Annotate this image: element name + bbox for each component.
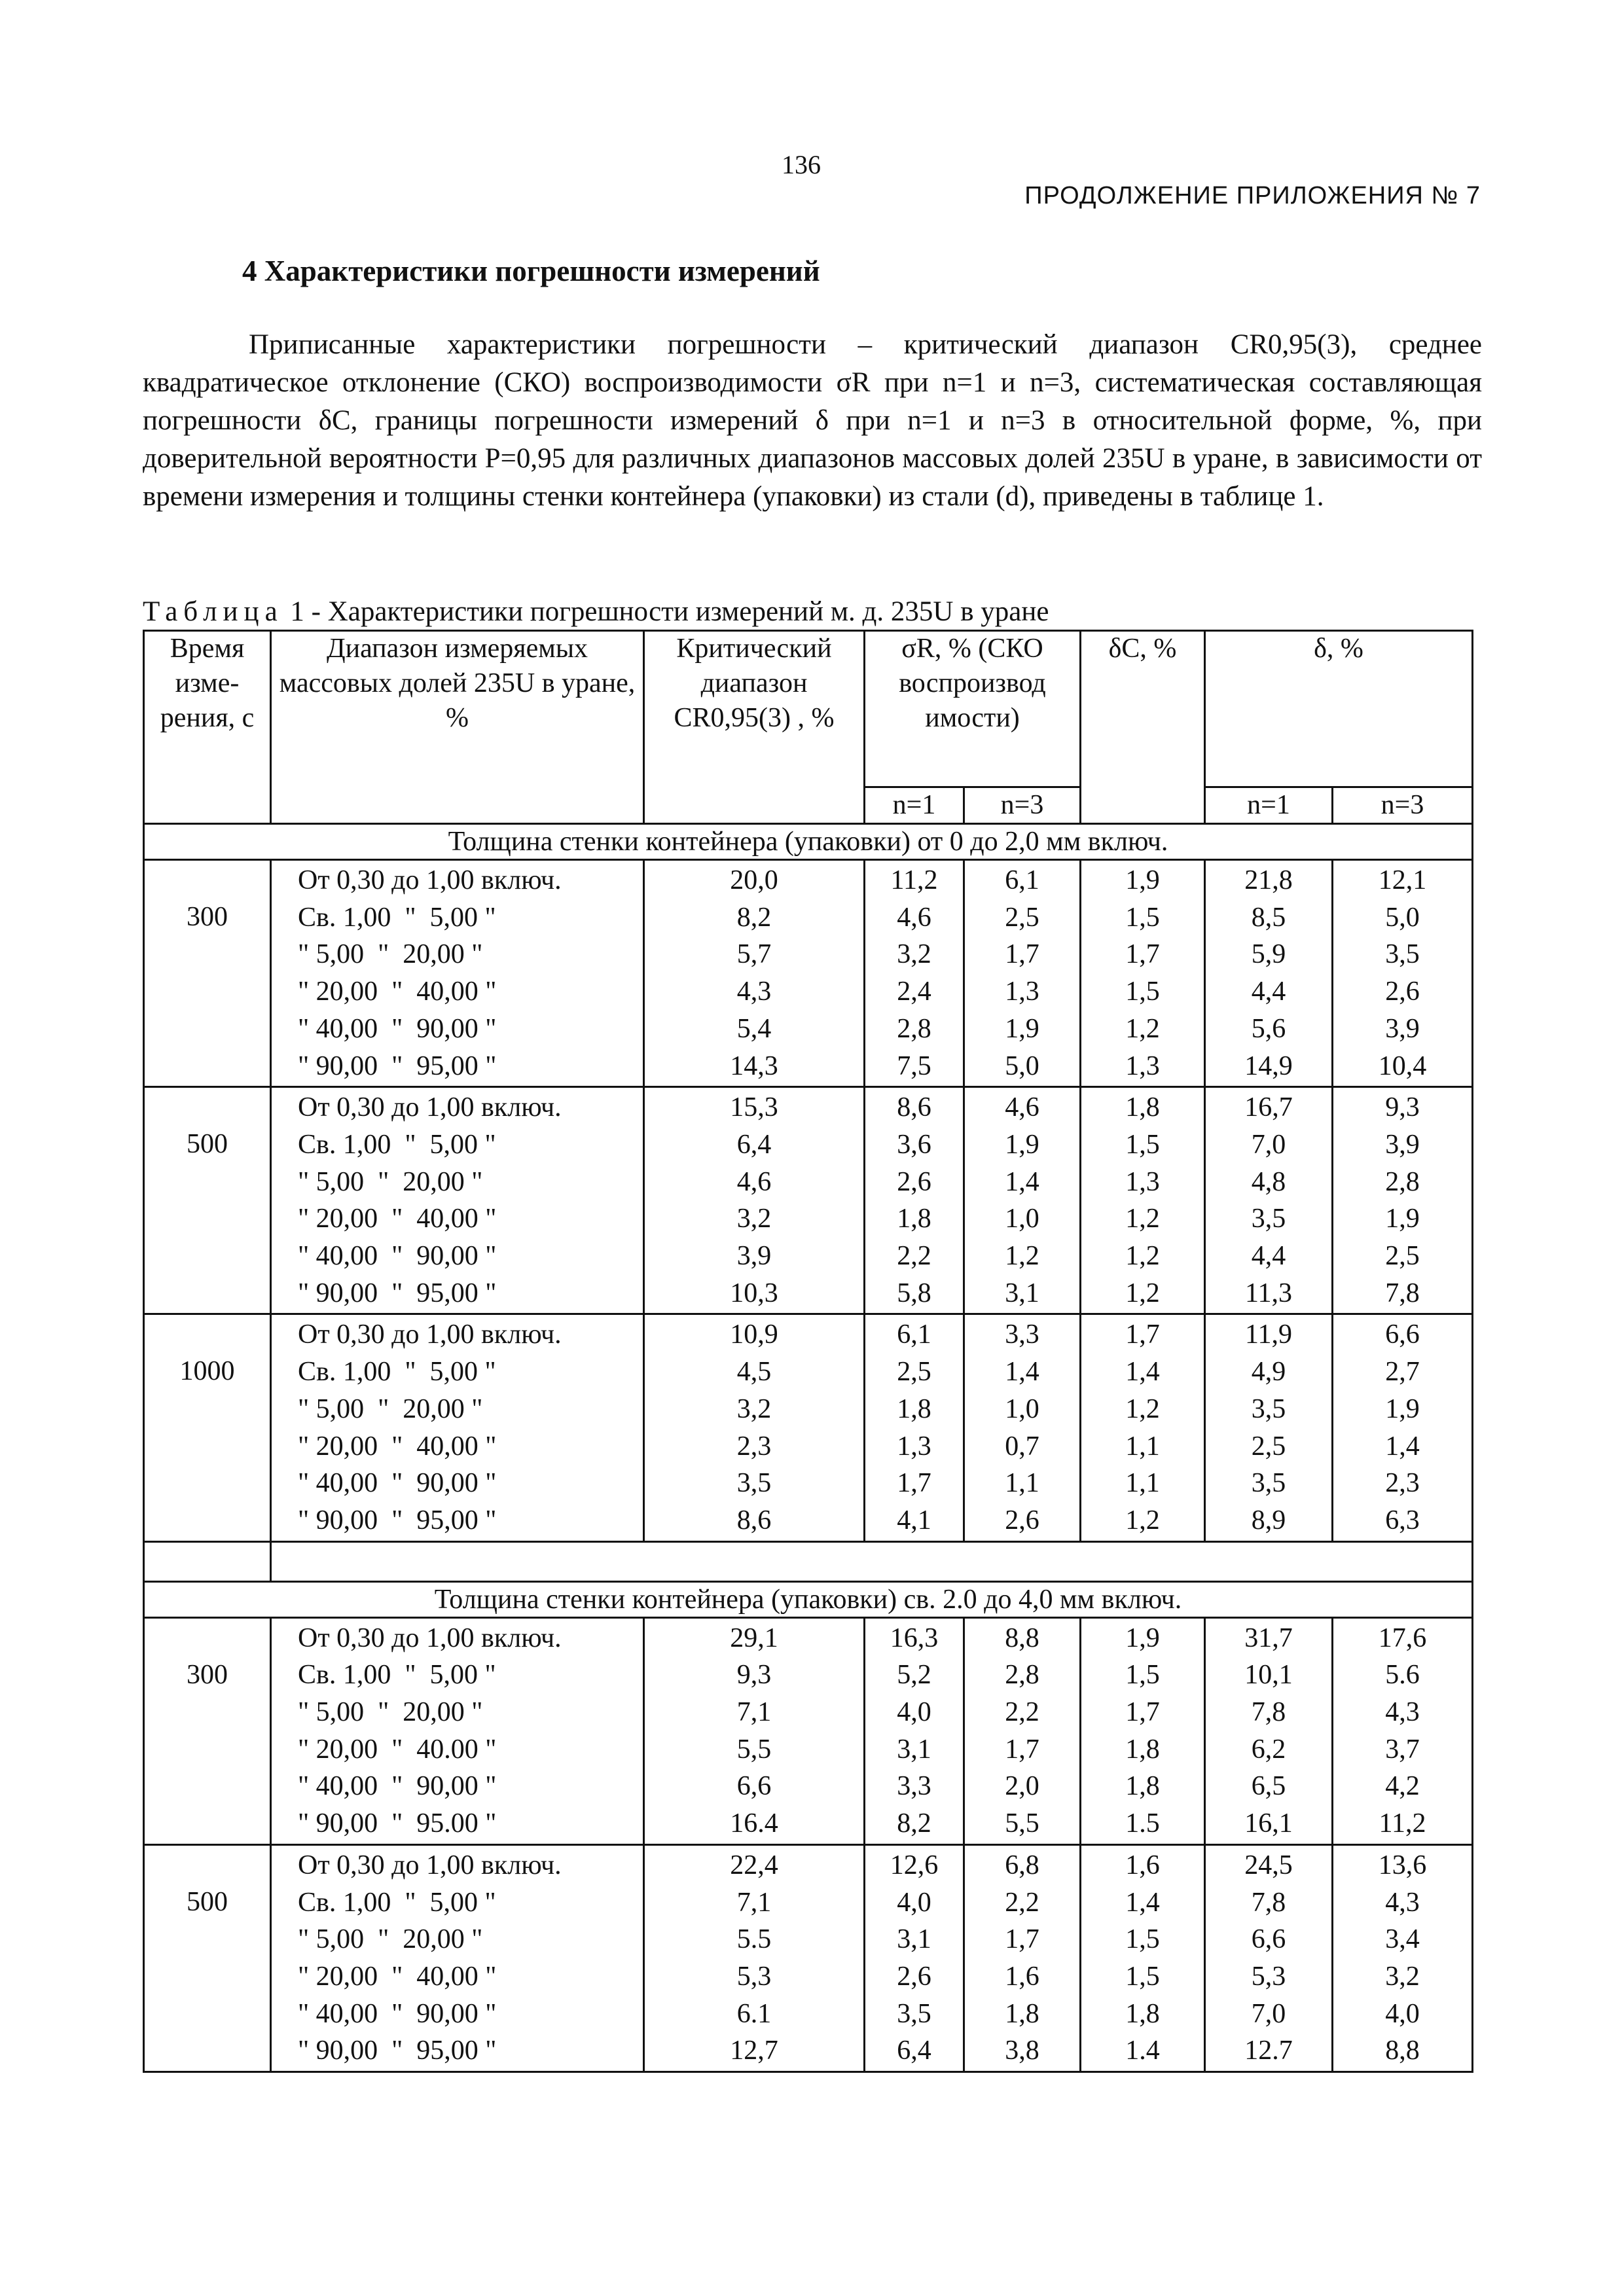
delta-n3-value: 11,2 bbox=[1379, 1808, 1426, 1839]
sigma-n3-value: 5,5 bbox=[1005, 1808, 1039, 1839]
time-cell: 500 bbox=[144, 1844, 271, 2072]
delta-n3-value: 17,6 bbox=[1378, 1623, 1427, 1653]
critical-value: 29,1 bbox=[730, 1623, 778, 1653]
critical-value: 15,3 bbox=[730, 1092, 778, 1123]
critical-value: 9,3 bbox=[736, 1660, 772, 1691]
sigma-n1-value: 2,5 bbox=[897, 1357, 931, 1388]
delta-n1-value: 21,8 bbox=[1244, 865, 1293, 895]
delta-c-cell bbox=[1081, 1087, 1205, 1314]
spacer-cell bbox=[144, 1541, 271, 1581]
critical-value: 3,5 bbox=[736, 1468, 772, 1499]
sigma-n3-value: 1,3 bbox=[1005, 977, 1039, 1007]
sigma-n3-value: 1,7 bbox=[1005, 1924, 1039, 1955]
delta-n3-value: 2,7 bbox=[1385, 1357, 1420, 1388]
sigma-n1-value: 2,6 bbox=[897, 1961, 931, 1992]
header-range: Диапазон измеряемых массовых долей 235U в уране, % bbox=[271, 631, 644, 824]
sigma-n3-value: 4,6 bbox=[1005, 1092, 1039, 1123]
sigma-n3-cell bbox=[964, 1314, 1081, 1541]
range-value: Св. 1,00 " 5,00 " bbox=[298, 1129, 496, 1160]
range-value: От 0,30 до 1,00 включ. bbox=[298, 1850, 562, 1880]
critical-value: 5,7 bbox=[736, 939, 772, 970]
sigma-n1-value: 7,5 bbox=[897, 1050, 931, 1081]
sigma-n3-value: 2,6 bbox=[1005, 1505, 1039, 1535]
range-value: " 90,00 " 95.00 " bbox=[298, 1808, 497, 1839]
range-value: От 0,30 до 1,00 включ. bbox=[298, 865, 562, 895]
delta-n3-value: 1,9 bbox=[1385, 1204, 1420, 1234]
critical-value: 6,4 bbox=[736, 1129, 772, 1160]
critical-value: 3,2 bbox=[736, 1393, 772, 1424]
range-value: От 0,30 до 1,00 включ. bbox=[298, 1319, 562, 1350]
sigma-n1-cell bbox=[865, 860, 964, 1087]
sigma-n1-value: 3,2 bbox=[897, 939, 931, 970]
table-row-group bbox=[144, 1087, 1473, 1314]
section-heading: 4 Характеристики погрешности измерений bbox=[242, 255, 820, 287]
sigma-n1-value: 3,3 bbox=[897, 1771, 931, 1802]
delta-n1-value: 31,7 bbox=[1244, 1623, 1293, 1653]
delta-c-value: 1,9 bbox=[1125, 865, 1160, 895]
delta-c-value: 1,8 bbox=[1125, 1734, 1160, 1765]
delta-n3-value: 10,4 bbox=[1378, 1050, 1427, 1081]
table-row-group bbox=[144, 1617, 1473, 1844]
sigma-n1-value: 4,1 bbox=[897, 1505, 931, 1535]
delta-n1-value: 10,1 bbox=[1244, 1660, 1293, 1691]
delta-n1-value: 4,4 bbox=[1251, 977, 1286, 1007]
delta-c-value: 1,2 bbox=[1125, 1204, 1160, 1234]
time-cell: 500 bbox=[144, 1087, 271, 1314]
delta-n1-cell bbox=[1205, 860, 1333, 1087]
range-value: Св. 1,00 " 5,00 " bbox=[298, 1357, 496, 1388]
range-value: " 40,00 " 90,00 " bbox=[298, 1771, 497, 1802]
range-value: Св. 1,00 " 5,00 " bbox=[298, 1887, 496, 1918]
delta-n3-value: 3,5 bbox=[1385, 939, 1420, 970]
delta-n3-value: 9,3 bbox=[1385, 1092, 1420, 1123]
sigma-n3-value: 6,1 bbox=[1005, 865, 1039, 895]
spacer-cell bbox=[271, 1541, 1473, 1581]
delta-n3-cell bbox=[1333, 1617, 1473, 1844]
table-caption bbox=[143, 596, 1049, 628]
delta-n1-value: 4,4 bbox=[1251, 1241, 1286, 1272]
delta-n1-value: 7,8 bbox=[1251, 1697, 1286, 1728]
range-value: " 5,00 " 20,00 " bbox=[298, 1924, 483, 1955]
critical-value: 10,9 bbox=[730, 1319, 778, 1350]
delta-n3-value: 3,4 bbox=[1385, 1924, 1420, 1955]
sigma-n1-value: 8,2 bbox=[897, 1808, 931, 1839]
critical-value: 6.1 bbox=[736, 1998, 772, 2029]
sigma-n3-value: 3,3 bbox=[1005, 1319, 1039, 1350]
sigma-n1-value: 2,8 bbox=[897, 1013, 931, 1044]
sigma-n1-value: 16,3 bbox=[890, 1623, 939, 1653]
range-value: " 40,00 " 90,00 " bbox=[298, 1468, 497, 1499]
range-value: " 5,00 " 20,00 " bbox=[298, 1393, 483, 1424]
delta-c-cell bbox=[1081, 860, 1205, 1087]
sigma-n3-cell bbox=[964, 1844, 1081, 2072]
sigma-n3-value: 1,9 bbox=[1005, 1129, 1039, 1160]
delta-n1-value: 16,7 bbox=[1244, 1092, 1293, 1123]
range-value: " 90,00 " 95,00 " bbox=[298, 1050, 497, 1081]
delta-n1-value: 11,3 bbox=[1245, 1278, 1292, 1308]
critical-value: 6,6 bbox=[736, 1771, 772, 1802]
delta-n3-value: 4,3 bbox=[1385, 1887, 1420, 1918]
delta-n1-cell bbox=[1205, 1087, 1333, 1314]
delta-c-value: 1,2 bbox=[1125, 1013, 1160, 1044]
range-value: Св. 1,00 " 5,00 " bbox=[298, 1660, 496, 1691]
table-caption-label: Таблица bbox=[143, 596, 283, 627]
range-value: " 20,00 " 40,00 " bbox=[298, 977, 497, 1007]
critical-cell bbox=[644, 1087, 865, 1314]
sigma-n3-value: 5,0 bbox=[1005, 1050, 1039, 1081]
critical-value: 16.4 bbox=[730, 1808, 778, 1839]
delta-c-value: 1,7 bbox=[1125, 1697, 1160, 1728]
range-value: " 90,00 " 95,00 " bbox=[298, 2036, 497, 2066]
delta-c-value: 1,5 bbox=[1125, 902, 1160, 933]
range-value: " 40,00 " 90,00 " bbox=[298, 1998, 497, 2029]
section-title-row bbox=[144, 1581, 1473, 1617]
sigma-n3-value: 1,7 bbox=[1005, 1734, 1039, 1765]
sigma-n3-value: 2,2 bbox=[1005, 1887, 1039, 1918]
sigma-n3-cell bbox=[964, 860, 1081, 1087]
delta-n1-value: 16,1 bbox=[1244, 1808, 1293, 1839]
range-value: Св. 1,00 " 5,00 " bbox=[298, 902, 496, 933]
delta-n1-value: 3,5 bbox=[1251, 1468, 1286, 1499]
delta-c-value: 1,8 bbox=[1125, 1092, 1160, 1123]
table-caption-text: 1 - Характеристики погрешности измерений м. д. 235U в уране bbox=[283, 596, 1049, 627]
sigma-n3-value: 1,4 bbox=[1005, 1357, 1039, 1388]
critical-value: 10,3 bbox=[730, 1278, 778, 1308]
delta-n1-value: 4,9 bbox=[1251, 1357, 1286, 1388]
sigma-n1-value: 1,8 bbox=[897, 1393, 931, 1424]
appendix-title: ПРОДОЛЖЕНИЕ ПРИЛОЖЕНИЯ № 7 bbox=[1024, 182, 1481, 209]
delta-n1-value: 5,3 bbox=[1251, 1961, 1286, 1992]
delta-n3-value: 4,0 bbox=[1385, 1998, 1420, 2029]
range-value: " 90,00 " 95,00 " bbox=[298, 1505, 497, 1535]
delta-c-value: 1,2 bbox=[1125, 1241, 1160, 1272]
critical-value: 5,3 bbox=[736, 1961, 772, 1992]
sigma-n1-value: 4,0 bbox=[897, 1887, 931, 1918]
table-row-group bbox=[144, 1844, 1473, 2072]
delta-n3-value: 3,2 bbox=[1385, 1961, 1420, 1992]
delta-n3-cell bbox=[1333, 860, 1473, 1087]
header-sigma-n3: n=3 bbox=[964, 787, 1081, 824]
sigma-n3-value: 6,8 bbox=[1005, 1850, 1039, 1880]
delta-n3-value: 2,8 bbox=[1385, 1166, 1420, 1197]
range-value: От 0,30 до 1,00 включ. bbox=[298, 1623, 562, 1653]
delta-n1-value: 24,5 bbox=[1244, 1850, 1293, 1880]
delta-n3-value: 3,7 bbox=[1385, 1734, 1420, 1765]
range-value: От 0,30 до 1,00 включ. bbox=[298, 1092, 562, 1123]
delta-c-value: 1,4 bbox=[1125, 1887, 1160, 1918]
delta-n1-value: 7,8 bbox=[1251, 1887, 1286, 1918]
delta-n3-cell bbox=[1333, 1314, 1473, 1541]
delta-n3-value: 13,6 bbox=[1378, 1850, 1427, 1880]
delta-n3-cell bbox=[1333, 1087, 1473, 1314]
intro-paragraph bbox=[143, 326, 1482, 516]
sigma-n1-cell bbox=[865, 1844, 964, 2072]
delta-c-value: 1,2 bbox=[1125, 1393, 1160, 1424]
delta-n1-value: 2,5 bbox=[1251, 1431, 1286, 1462]
critical-value: 8,6 bbox=[736, 1505, 772, 1535]
error-characteristics-table bbox=[143, 630, 1473, 2073]
delta-n1-value: 7,0 bbox=[1251, 1129, 1286, 1160]
header-delta-c: δC, % bbox=[1081, 631, 1205, 824]
critical-value: 5,4 bbox=[736, 1013, 772, 1044]
delta-n1-value: 4,8 bbox=[1251, 1166, 1286, 1197]
range-value: " 90,00 " 95,00 " bbox=[298, 1278, 497, 1308]
sigma-n1-value: 1,7 bbox=[897, 1468, 931, 1499]
critical-cell bbox=[644, 1844, 865, 2072]
sigma-n3-value: 1,6 bbox=[1005, 1961, 1039, 1992]
sigma-n3-value: 0,7 bbox=[1005, 1431, 1039, 1462]
range-value: " 20,00 " 40,00 " bbox=[298, 1961, 497, 1992]
delta-n1-value: 5,6 bbox=[1251, 1013, 1286, 1044]
sigma-n1-value: 1,3 bbox=[897, 1431, 931, 1462]
header-critical-range: Критический диапазон CR0,95(3) , % bbox=[644, 631, 865, 824]
range-value: " 40,00 " 90,00 " bbox=[298, 1241, 497, 1272]
range-value: " 5,00 " 20,00 " bbox=[298, 939, 483, 970]
delta-n3-value: 4,3 bbox=[1385, 1697, 1420, 1728]
delta-n3-value: 12,1 bbox=[1378, 865, 1427, 895]
delta-n1-value: 8,9 bbox=[1251, 1505, 1286, 1535]
delta-c-value: 1,2 bbox=[1125, 1505, 1160, 1535]
critical-value: 3,9 bbox=[736, 1241, 772, 1272]
delta-c-value: 1,8 bbox=[1125, 1771, 1160, 1802]
time-cell: 300 bbox=[144, 1617, 271, 1844]
critical-value: 4,5 bbox=[736, 1357, 772, 1388]
delta-n1-value: 5,9 bbox=[1251, 939, 1286, 970]
delta-c-value: 1,5 bbox=[1125, 1924, 1160, 1955]
sigma-n1-value: 1,8 bbox=[897, 1204, 931, 1234]
sigma-n3-value: 3,1 bbox=[1005, 1278, 1039, 1308]
sigma-n3-value: 2,0 bbox=[1005, 1771, 1039, 1802]
range-cell bbox=[271, 1087, 644, 1314]
sigma-n1-value: 4,6 bbox=[897, 902, 931, 933]
delta-c-value: 1,5 bbox=[1125, 1129, 1160, 1160]
critical-value: 22,4 bbox=[730, 1850, 778, 1880]
delta-c-value: 1,3 bbox=[1125, 1166, 1160, 1197]
sigma-n3-value: 3,8 bbox=[1005, 2036, 1039, 2066]
critical-value: 5.5 bbox=[736, 1924, 772, 1955]
delta-n3-value: 6,6 bbox=[1385, 1319, 1420, 1350]
sigma-n3-value: 1,1 bbox=[1005, 1468, 1039, 1499]
delta-c-value: 1,2 bbox=[1125, 1278, 1160, 1308]
delta-n3-value: 8,8 bbox=[1385, 2036, 1420, 2066]
delta-c-value: 1.5 bbox=[1125, 1808, 1160, 1839]
delta-c-cell bbox=[1081, 1314, 1205, 1541]
sigma-n1-cell bbox=[865, 1617, 964, 1844]
delta-n3-cell bbox=[1333, 1844, 1473, 2072]
time-cell: 1000 bbox=[144, 1314, 271, 1541]
sigma-n3-value: 2,2 bbox=[1005, 1697, 1039, 1728]
critical-value: 4,6 bbox=[736, 1166, 772, 1197]
critical-value: 5,5 bbox=[736, 1734, 772, 1765]
delta-n1-value: 3,5 bbox=[1251, 1393, 1286, 1424]
sigma-n3-value: 1,9 bbox=[1005, 1013, 1039, 1044]
sigma-n1-value: 12,6 bbox=[890, 1850, 939, 1880]
delta-n3-value: 1,9 bbox=[1385, 1393, 1420, 1424]
section-title: Толщина стенки контейнера (упаковки) от 0 до 2,0 мм включ. bbox=[144, 824, 1473, 860]
delta-n3-value: 7,8 bbox=[1385, 1278, 1420, 1308]
delta-n3-value: 5,0 bbox=[1385, 902, 1420, 933]
sigma-n1-value: 2,2 bbox=[897, 1241, 931, 1272]
range-value: " 5,00 " 20,00 " bbox=[298, 1166, 483, 1197]
sigma-n1-value: 3,6 bbox=[897, 1129, 931, 1160]
sigma-n3-value: 1,8 bbox=[1005, 1998, 1039, 2029]
delta-n1-value: 6,2 bbox=[1251, 1734, 1286, 1765]
delta-c-value: 1,6 bbox=[1125, 1850, 1160, 1880]
sigma-n1-value: 5,8 bbox=[897, 1278, 931, 1308]
intro-text: Приписанные характеристики погрешности – критический диапазон CR0,95(3), среднее квадратическое отклонение (СКО) воспроизводимости σR при n=1 и n=3, систематическая составляющая погрешности δC, границы погрешности измерений δ при n=1 и n=3 в относительной форме, %, при доверительной вероятности P=0,95 для различных диапазонов массовых долей 235U в уране, в зависимости от времени измерения и толщины стенки контейнера (упаковки) из стали (d), приведены в таблице 1. bbox=[143, 329, 1482, 512]
delta-n1-value: 7,0 bbox=[1251, 1998, 1286, 2029]
critical-cell bbox=[644, 1617, 865, 1844]
range-value: " 40,00 " 90,00 " bbox=[298, 1013, 497, 1044]
section-title: Толщина стенки контейнера (упаковки) св. 2.0 до 4,0 мм включ. bbox=[144, 1581, 1473, 1617]
delta-n3-value: 1,4 bbox=[1385, 1431, 1420, 1462]
sigma-n1-value: 8,6 bbox=[897, 1092, 931, 1123]
section-title-row bbox=[144, 824, 1473, 860]
delta-c-value: 1,1 bbox=[1125, 1468, 1160, 1499]
delta-n1-value: 12.7 bbox=[1244, 2036, 1293, 2066]
delta-n1-value: 3,5 bbox=[1251, 1204, 1286, 1234]
delta-n1-value: 11,9 bbox=[1245, 1319, 1292, 1350]
sigma-n3-cell bbox=[964, 1087, 1081, 1314]
critical-value: 2,3 bbox=[736, 1431, 772, 1462]
range-cell bbox=[271, 1844, 644, 2072]
delta-n3-value: 2,5 bbox=[1385, 1241, 1420, 1272]
delta-c-value: 1.4 bbox=[1125, 2036, 1160, 2066]
header-delta: δ, % bbox=[1205, 631, 1473, 787]
range-cell bbox=[271, 860, 644, 1087]
sigma-n1-value: 3,5 bbox=[897, 1998, 931, 2029]
critical-value: 4,3 bbox=[736, 977, 772, 1007]
delta-n3-value: 5.6 bbox=[1385, 1660, 1420, 1691]
sigma-n1-value: 11,2 bbox=[890, 865, 938, 895]
delta-c-value: 1,7 bbox=[1125, 1319, 1160, 1350]
sigma-n1-cell bbox=[865, 1087, 964, 1314]
delta-c-value: 1,1 bbox=[1125, 1431, 1160, 1462]
table-row-group bbox=[144, 860, 1473, 1087]
sigma-n1-value: 2,6 bbox=[897, 1166, 931, 1197]
range-cell bbox=[271, 1314, 644, 1541]
sigma-n1-value: 3,1 bbox=[897, 1734, 931, 1765]
delta-c-value: 1,3 bbox=[1125, 1050, 1160, 1081]
header-delta-n3: n=3 bbox=[1333, 787, 1473, 824]
sigma-n1-value: 5,2 bbox=[897, 1660, 931, 1691]
range-value: " 20,00 " 40.00 " bbox=[298, 1734, 497, 1765]
range-value: " 20,00 " 40,00 " bbox=[298, 1431, 497, 1462]
sigma-n1-value: 3,1 bbox=[897, 1924, 931, 1955]
sigma-n3-value: 8,8 bbox=[1005, 1623, 1039, 1653]
range-value: " 5,00 " 20,00 " bbox=[298, 1697, 483, 1728]
delta-n3-value: 2,3 bbox=[1385, 1468, 1420, 1499]
delta-n1-value: 14,9 bbox=[1244, 1050, 1293, 1081]
critical-value: 8,2 bbox=[736, 902, 772, 933]
delta-n1-cell bbox=[1205, 1314, 1333, 1541]
delta-n3-value: 3,9 bbox=[1385, 1013, 1420, 1044]
sigma-n3-value: 1,2 bbox=[1005, 1241, 1039, 1272]
section-spacer-row bbox=[144, 1541, 1473, 1581]
delta-n1-cell bbox=[1205, 1617, 1333, 1844]
sigma-n3-value: 1,7 bbox=[1005, 939, 1039, 970]
delta-n3-value: 2,6 bbox=[1385, 977, 1420, 1007]
sigma-n3-value: 2,5 bbox=[1005, 902, 1039, 933]
header-sigma: σR, % (СКО воспроизвод имости) bbox=[865, 631, 1081, 787]
delta-c-value: 1,8 bbox=[1125, 1998, 1160, 2029]
delta-c-value: 1,5 bbox=[1125, 1660, 1160, 1691]
critical-value: 7,1 bbox=[736, 1887, 772, 1918]
sigma-n1-value: 6,1 bbox=[897, 1319, 931, 1350]
sigma-n3-value: 1,4 bbox=[1005, 1166, 1039, 1197]
table-header-row bbox=[144, 631, 1473, 787]
delta-c-cell bbox=[1081, 1617, 1205, 1844]
delta-c-value: 1,7 bbox=[1125, 939, 1160, 970]
range-value: " 20,00 " 40,00 " bbox=[298, 1204, 497, 1234]
header-delta-n1: n=1 bbox=[1205, 787, 1333, 824]
delta-n3-value: 4,2 bbox=[1385, 1771, 1420, 1802]
delta-n1-value: 8,5 bbox=[1251, 902, 1286, 933]
critical-value: 3,2 bbox=[736, 1204, 772, 1234]
delta-n1-cell bbox=[1205, 1844, 1333, 2072]
time-cell: 300 bbox=[144, 860, 271, 1087]
header-sigma-n1: n=1 bbox=[865, 787, 964, 824]
header-time: Время изме-рения, с bbox=[144, 631, 271, 824]
delta-n3-value: 6,3 bbox=[1385, 1505, 1420, 1535]
delta-c-value: 1,4 bbox=[1125, 1357, 1160, 1388]
sigma-n1-cell bbox=[865, 1314, 964, 1541]
sigma-n3-cell bbox=[964, 1617, 1081, 1844]
delta-c-value: 1,9 bbox=[1125, 1623, 1160, 1653]
delta-c-cell bbox=[1081, 1844, 1205, 2072]
critical-cell bbox=[644, 860, 865, 1087]
range-cell bbox=[271, 1617, 644, 1844]
delta-n3-value: 3,9 bbox=[1385, 1129, 1420, 1160]
sigma-n1-value: 2,4 bbox=[897, 977, 931, 1007]
critical-cell bbox=[644, 1314, 865, 1541]
sigma-n3-value: 1,0 bbox=[1005, 1393, 1039, 1424]
delta-n1-value: 6,5 bbox=[1251, 1771, 1286, 1802]
sigma-n1-value: 6,4 bbox=[897, 2036, 931, 2066]
table-row-group bbox=[144, 1314, 1473, 1541]
critical-value: 7,1 bbox=[736, 1697, 772, 1728]
delta-n1-value: 6,6 bbox=[1251, 1924, 1286, 1955]
sigma-n3-value: 1,0 bbox=[1005, 1204, 1039, 1234]
critical-value: 12,7 bbox=[730, 2036, 778, 2066]
page-number: 136 bbox=[782, 150, 821, 179]
sigma-n1-value: 4,0 bbox=[897, 1697, 931, 1728]
delta-c-value: 1,5 bbox=[1125, 1961, 1160, 1992]
sigma-n3-value: 2,8 bbox=[1005, 1660, 1039, 1691]
critical-value: 20,0 bbox=[730, 865, 778, 895]
delta-c-value: 1,5 bbox=[1125, 977, 1160, 1007]
critical-value: 14,3 bbox=[730, 1050, 778, 1081]
